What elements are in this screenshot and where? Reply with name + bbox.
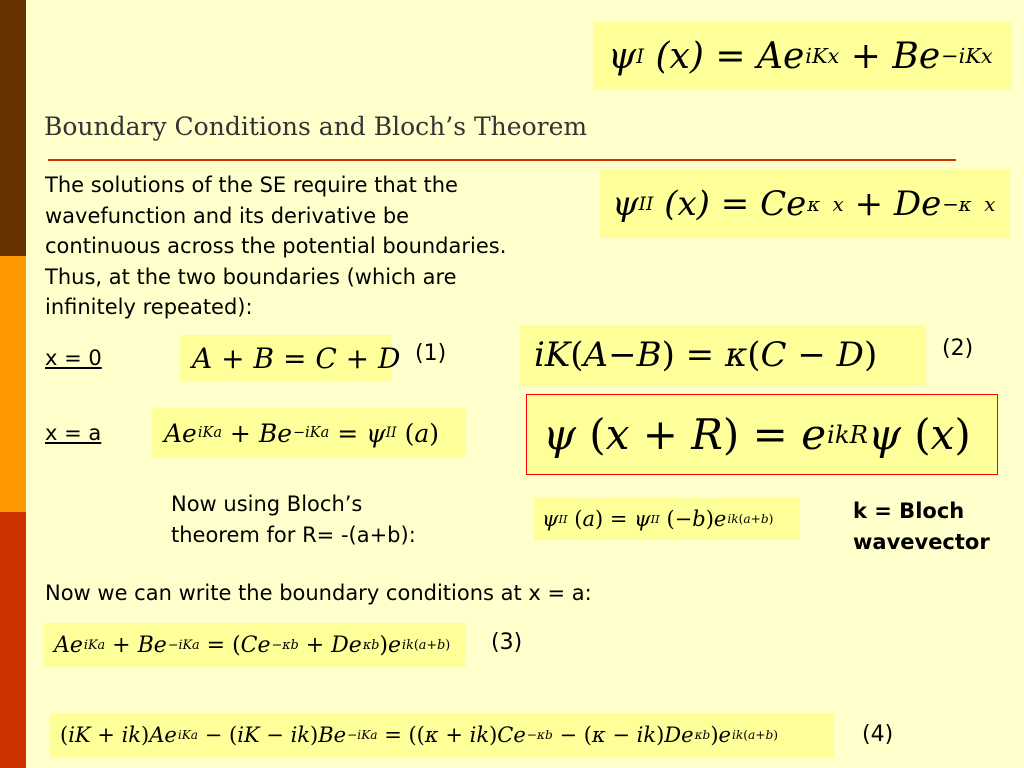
bloch-line: Now using Bloch’s (171, 492, 363, 516)
intro-line: The solutions of the SE require that the (45, 173, 458, 197)
equation-number-2: (2) (942, 336, 974, 361)
equation-psi-I: ψ I (x) = Ae iKx + Be −iKx (594, 22, 1012, 90)
equation-bc-3: Ae iKa + Be −iKa = ( Ce −κb + De κb ) e ik(a+b) (44, 623, 466, 667)
intro-line: infinitely repeated): (45, 295, 253, 319)
equation-bloch-applied: ψ II ( a ) = ψ II (− b ) e ik(a+b) (534, 498, 800, 540)
label-x-equals-0: x = 0 (45, 346, 102, 370)
equation-bc-4: ( iK + ik ) Ae iKa − ( iK − ik ) Be −iKa = (( κ + ik ) Ce −κb − ( κ − ik ) De κb ) e ik(a+b) (50, 713, 834, 757)
side-bar-bottom (0, 512, 26, 768)
page-title: Boundary Conditions and Bloch’s Theorem (44, 112, 588, 141)
label-x-equals-a: x = a (45, 421, 102, 445)
k-note-line: wavevector (853, 529, 990, 554)
equation-continuity-xa: Ae iKa + Be −iKa = ψ II ( a ) (152, 408, 466, 458)
bloch-line: theorem for R= -(a+b): (171, 522, 416, 547)
bc-text: Now we can write the boundary conditions at x = a: (45, 581, 592, 605)
equation-continuity-x0: A + B = C + D (180, 335, 392, 381)
k-note-line: k = Bloch (853, 499, 965, 523)
equation-derivative-x0: iK ( A − B ) = κ ( C − D ) (520, 325, 926, 385)
intro-text (45, 170, 506, 323)
equation-number-1: (1) (415, 341, 447, 366)
side-bar-middle (0, 256, 26, 512)
intro-line: Thus, at the two boundaries (which are (45, 264, 457, 289)
equation-psi-II: ψ II (x) = Ce κ x + De −κ x (600, 170, 1010, 238)
side-bar-top (0, 0, 26, 256)
bloch-text (171, 489, 416, 550)
equation-number-3: (3) (491, 630, 523, 655)
k-note (853, 496, 990, 557)
intro-line: continuous across the potential boundaries. (45, 234, 507, 258)
equation-bloch-theorem: ψ ( x + R ) = e ikR ψ ( x ) (526, 394, 998, 475)
equation-number-4: (4) (862, 722, 894, 747)
intro-line: wavefunction and its derivative be (45, 203, 410, 228)
title-underline (48, 159, 956, 161)
